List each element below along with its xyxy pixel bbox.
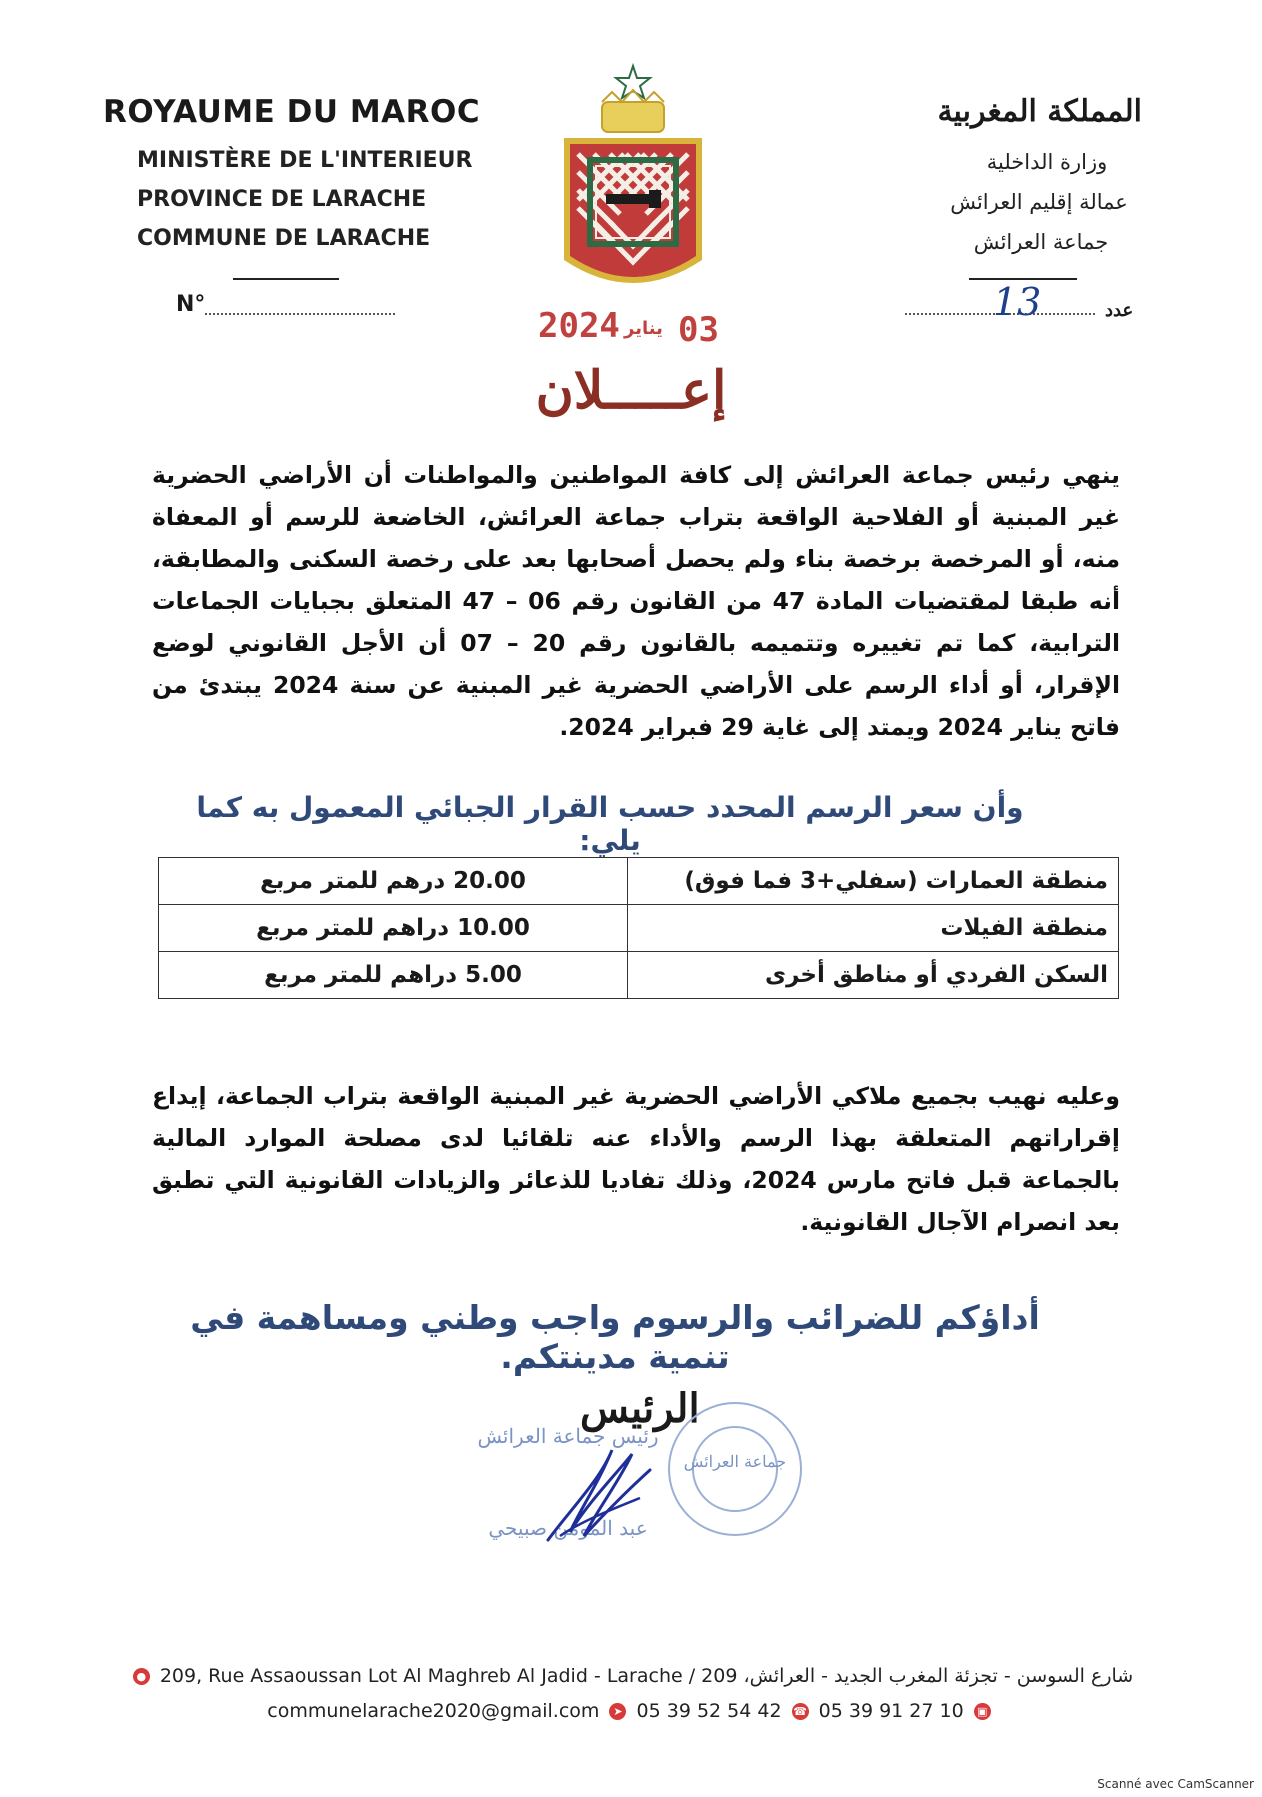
footer-address xyxy=(0,1665,1262,1687)
fr-ministry: MINISTÈRE DE L'INTERIEUR xyxy=(137,148,473,173)
footer-contact xyxy=(0,1700,1262,1722)
rates-table xyxy=(158,857,1119,999)
date-month: يناير xyxy=(624,318,663,339)
ar-ministry: وزارة الداخلية xyxy=(986,150,1108,174)
coat-of-arms xyxy=(554,62,712,308)
fr-divider xyxy=(233,278,339,280)
phone-text-1[interactable]: 05 39 52 54 42 xyxy=(636,1700,782,1722)
table-row xyxy=(159,905,1119,952)
address-text: 209, Rue Assaoussan Lot Al Maghreb Al Jadid - Larache / 209 ،شارع السوسن - تجزئة المغرب الجديد - العرائش xyxy=(159,1665,1134,1687)
fr-province: PROVINCE DE LARACHE xyxy=(137,187,427,212)
signature-stamp-title: رئيس جماعة العرائش xyxy=(477,1424,659,1448)
signature-stamp-name: عبد المومن صبيحي xyxy=(488,1516,648,1540)
ar-title: المملكة المغربية xyxy=(937,94,1142,129)
ar-province: عمالة إقليم العرائش xyxy=(950,190,1128,214)
outro-paragraph: وعليه نهيب بجميع ملاكي الأراضي الحضرية غير المبنية الواقعة بتراب الجماعة، إيداع إقراراتهم المتعلقة بهذا الرسم والأداء عنه تلقائيا لدى مصلحة الموارد المالية بالجماعة قبل فاتح مارس 2024، وذلك تفاديا للذعائر والزيادات القانونية التي تطبق بعد انصرام الآجال القانونية. xyxy=(152,1082,1120,1236)
rate-price: 5.00 دراهم للمتر مربع xyxy=(159,952,628,999)
table-row xyxy=(159,952,1119,999)
fr-number-label: N° xyxy=(176,292,206,317)
fr-commune: COMMUNE DE LARACHE xyxy=(137,226,431,251)
rate-zone: منطقة العمارات (سفلي+3 فما فوق) xyxy=(628,858,1119,905)
rate-price: 10.00 دراهم للمتر مربع xyxy=(159,905,628,952)
rate-zone: منطقة الفيلات xyxy=(628,905,1119,952)
email-text[interactable]: communelarache2020@gmail.com xyxy=(267,1700,600,1722)
table-row xyxy=(159,858,1119,905)
fr-number-field xyxy=(205,313,395,315)
intro-paragraph: ينهي رئيس جماعة العرائش إلى كافة المواطنين والمواطنات أن الأراضي الحضرية غير المبنية أو الفلاحية الواقعة بتراب جماعة العرائش، الخاضعة للرسم أو المعفاة منه، أو المرخصة برخصة بناء ولم يحصل أصحابها بعد على رخصة السكنى والمطابقة، أنه طبقا لمقتضيات المادة 47 من القانون رقم 06 – 47 المتعلق بجبايات الجماعات الترابية، كما تم تغييره وتتميمه بالقانون رقم 20 – 07 أن الأجل القانوني لوضع الإقرار، أو أداء الرسم على الأراضي الحضرية غير المبنية عن سنة 2024 يبتدئ من فاتح يناير 2024 ويمتد إلى غاية 29 فبراير 2024. xyxy=(152,461,1121,741)
location-icon: ● xyxy=(133,1668,150,1685)
round-stamp-text: جماعة العرائش xyxy=(683,1452,787,1471)
date-year: 2024 xyxy=(538,306,620,346)
rate-zone: السكن الفردي أو مناطق أخرى xyxy=(628,952,1119,999)
send-icon: ➤ xyxy=(609,1703,626,1720)
fr-title: ROYAUME DU MAROC xyxy=(103,94,481,130)
date-day: 03 xyxy=(678,310,719,350)
handwritten-signature xyxy=(540,1440,660,1550)
round-stamp xyxy=(668,1402,802,1536)
phone-text-2[interactable]: 05 39 91 27 10 xyxy=(818,1700,964,1722)
rates-heading: وأن سعر الرسم المحدد حسب القرار الجبائي المعمول به كما يلي: xyxy=(196,791,1024,857)
rate-price: 20.00 درهم للمتر مربع xyxy=(159,858,628,905)
ar-number-label: عدد xyxy=(1105,300,1134,321)
ar-commune: جماعة العرائش xyxy=(973,230,1109,254)
handwritten-number: 13 xyxy=(993,280,1042,324)
fax-icon: ▣ xyxy=(974,1703,991,1720)
phone-icon: ☎ xyxy=(793,1705,807,1718)
signature-title: الرئيس xyxy=(580,1385,700,1432)
slogan: أداؤكم للضرائب والرسوم واجب وطني ومساهمة في تنمية مدينتكم. xyxy=(190,1298,1040,1376)
scanner-watermark: Scanné avec CamScanner xyxy=(1097,1777,1254,1791)
document-title: إعـــــلان xyxy=(535,360,727,421)
